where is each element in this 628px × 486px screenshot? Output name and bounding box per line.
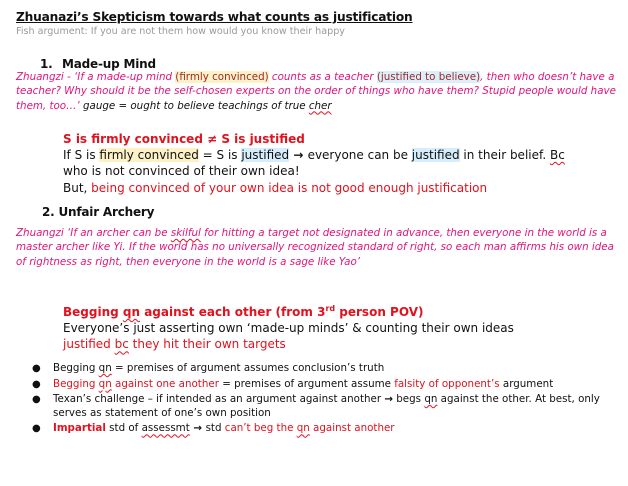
page-title: Zhuanazi’s Skepticism towards what counts as justification (16, 10, 413, 24)
summary-bullet-list (28, 362, 612, 438)
highlight-firmly-convinced: firmly convinced (99, 148, 199, 163)
analysis-text: = S is (198, 148, 242, 163)
analysis-text: in their belief. (459, 148, 550, 163)
bullet-text: falsity of opponent’s (394, 377, 500, 390)
highlight-firmly-convinced: (firmly convinced) (175, 71, 269, 83)
bullet-text: Begging (53, 377, 99, 390)
section-2-heading: 2. Unfair Archery (42, 205, 155, 219)
analysis-text: everyone can be (307, 148, 412, 163)
misspelled-word: qn (98, 362, 112, 374)
page-subtitle: Fish argument: If you are not them how would you know their happy (16, 26, 345, 37)
highlight-justified-to-believe: (justified to believe) (376, 71, 481, 83)
analysis-text: If S is (63, 148, 100, 163)
bullet-text: Texan’s challenge – if intended as an argument against another (53, 393, 385, 406)
misspelled-word: assessmt (141, 422, 190, 435)
misspelled-word: skilful (170, 227, 201, 239)
arrow-icon: → (189, 422, 206, 435)
bullet-text: against another (309, 422, 395, 435)
analysis-heading (63, 301, 603, 320)
bullet-item (28, 393, 612, 420)
bullet-text: Begging (53, 362, 99, 374)
bullet-icon: ● (32, 378, 41, 390)
gauge-note: gauge = ought to believe teachings of true (82, 99, 309, 112)
quote-text: Zhuangzi ‘If an archer can be (16, 227, 171, 239)
bullet-text: std of (105, 422, 142, 435)
superscript: rd (325, 304, 336, 313)
quote-text: Zhuangzi - ‘If a made-up mind (16, 71, 176, 83)
zhuangzi-quote-archery (16, 226, 616, 269)
quote-text: , then who doesn’t have a teacher? Why should it be the self-chosen experts on the order of things who have them? Stupid people would have them, too…’ (16, 71, 616, 112)
zhuangzi-quote-made-up-mind (16, 70, 616, 113)
bullet-text: Impartial (53, 422, 106, 435)
analysis-text: Begging (63, 305, 123, 319)
misspelled-word: qn (296, 422, 310, 435)
analysis-text: they hit their own targets (128, 337, 286, 352)
highlight-justified: justified (241, 148, 290, 163)
analysis-line (63, 336, 603, 352)
bullet-text: = premises of argument assumes conclusion’s truth (111, 362, 385, 374)
bullet-text: can’t beg the (224, 422, 297, 435)
arrow-icon: → (384, 393, 393, 406)
bullet-text: argument (499, 377, 554, 390)
misspelled-word: Bc (549, 148, 565, 163)
bullet-text: std (205, 422, 225, 435)
analysis-text: justified (63, 337, 115, 352)
section-1-heading (40, 57, 156, 71)
unfair-archery-analysis (63, 301, 603, 353)
bullet-icon: ● (32, 394, 41, 406)
bullet-text: against one another (111, 377, 219, 390)
bullet-text: against the other. At best, only serves as statement of one’s own position (53, 393, 600, 419)
analysis-heading: S is firmly convinced ≠ S is justified (63, 132, 305, 146)
arrow-icon: → (289, 148, 308, 163)
misspelled-word: cher (308, 99, 332, 112)
misspelled-word: bc (114, 337, 129, 352)
section-1-number: 1. (40, 57, 53, 71)
quote-text: counts as a teacher (268, 71, 377, 83)
analysis-line: who is not convinced of their own idea! (63, 164, 300, 179)
bullet-item (28, 422, 612, 436)
misspelled-word: qn (98, 377, 112, 390)
bullet-item (28, 378, 612, 392)
analysis-line (63, 180, 603, 196)
analysis-text: person POV) (335, 305, 424, 319)
misspelled-word: qn (122, 305, 141, 319)
made-up-mind-analysis (63, 131, 603, 196)
highlight-justified: justified (411, 148, 460, 163)
analysis-text: But, (63, 180, 92, 195)
misspelled-word: qn (424, 393, 438, 406)
analysis-line: Everyone’s just asserting own ‘made-up minds’ & counting their own ideas (63, 321, 514, 336)
bullet-text: = premises of argument assume (218, 377, 395, 390)
section-1-title: Made-up Mind (62, 57, 156, 71)
analysis-conclusion: being convinced of your own idea is not good enough justification (91, 180, 488, 195)
bullet-icon: ● (32, 423, 41, 435)
bullet-text: begs (393, 393, 425, 406)
bullet-item (28, 362, 612, 376)
analysis-line (63, 147, 603, 163)
analysis-text: against each other (from 3 (140, 305, 326, 319)
bullet-icon: ● (32, 363, 41, 374)
quote-text: for hitting a target not designated in advance, then everyone in the world is a master archer like Yi. If the world has no universally recognized standard of right, so each man affirms his own idea of rightness as right, then everyone in the world is a sage like Yao’ (16, 227, 614, 268)
